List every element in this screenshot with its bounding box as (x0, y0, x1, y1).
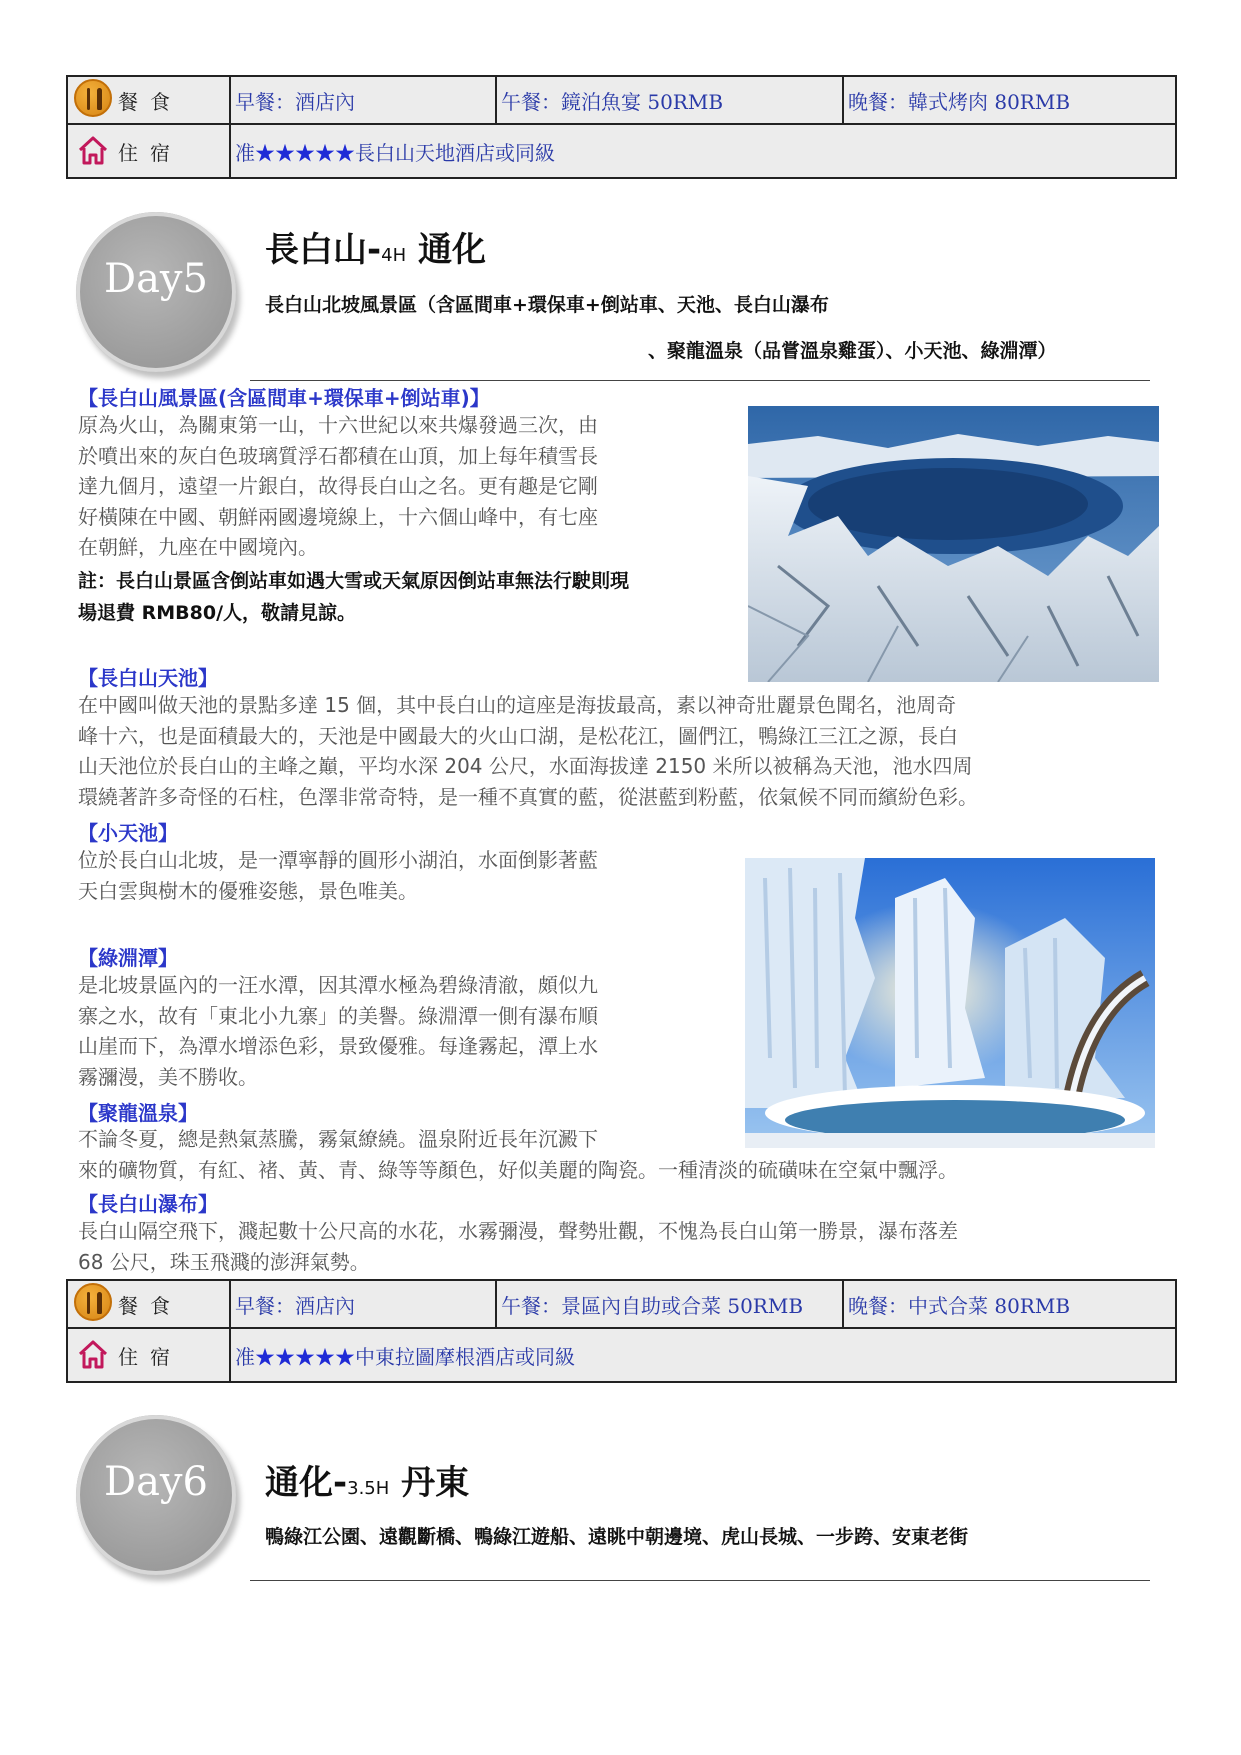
meal-label-cell (67, 76, 230, 124)
text-line: 在中國叫做天池的景點多達 15 個，其中長白山的這座是海拔最高，素以神奇壯麗景色聞名，池周奇 (78, 693, 957, 717)
text-line: 寨之水，故有「東北小九寨」的美譽。綠淵潭一側有瀑布順 (78, 1003, 598, 1028)
hotel-prefix: 准 (235, 1344, 255, 1369)
star-rating: ★★★★★ (255, 1344, 355, 1369)
hotel-cell (230, 124, 1176, 178)
day5-divider (250, 380, 1150, 381)
meal-lodging-table-day5 (66, 1279, 1177, 1383)
tianchi-text (78, 690, 978, 812)
day5-title-time: 4H (381, 245, 407, 266)
hotel-name: 中東拉圖摩根酒店或同級 (355, 1344, 575, 1369)
small-tianchi-text (78, 845, 598, 906)
julong-hot-spring-text (78, 1124, 958, 1185)
note-line: 註：長白山景區含倒站車如遇大雪或天氣原因倒站車無法行駛則現 (78, 570, 630, 592)
breakfast-cell: 早餐：酒店內 (230, 76, 496, 124)
tianchi-lake-image (748, 406, 1159, 682)
dinner-cell: 晚餐：韓式烤肉 80RMB (843, 76, 1176, 124)
meal-label: 餐食 (118, 89, 182, 114)
stay-label-cell (67, 1328, 230, 1382)
text-line: 原為火山，為關東第一山，十六世紀以來共爆發過三次，由 (78, 413, 598, 437)
text-line: 於噴出來的灰白色玻璃質浮石都積在山頂，加上每年積雪長 (78, 443, 598, 468)
house-icon (76, 133, 110, 167)
note-line: 場退費 RMB80/人，敬請見諒。 (78, 602, 357, 624)
day6-badge-label: Day6 (104, 1459, 208, 1505)
meal-lodging-table-day4 (66, 75, 1177, 179)
stay-label: 住宿 (118, 140, 182, 165)
text-line: 達九個月，遠望一片銀白，故得長白山之名。更有趣是它剛 (78, 474, 598, 498)
day6-divider (250, 1580, 1150, 1581)
small-tianchi-heading: 【小天池】 (78, 821, 178, 845)
meal-label-cell (67, 1280, 230, 1328)
house-icon (76, 1337, 110, 1371)
text-line: 來的礦物質，有紅、褚、黃、青、綠等等顏色，好似美麗的陶瓷。一種清淡的硫磺味在空氣中飄浮。 (78, 1157, 958, 1182)
lvyuan-pool-heading: 【綠淵潭】 (78, 946, 178, 970)
frozen-waterfall-image (745, 858, 1155, 1148)
day5-title-from: 長白山- (265, 230, 382, 270)
meal-label: 餐食 (118, 1293, 182, 1318)
stay-label: 住宿 (118, 1344, 182, 1369)
day6-badge (76, 1415, 236, 1575)
waterfall-heading: 【長白山瀑布】 (78, 1192, 218, 1216)
lvyuan-pool-text (78, 970, 598, 1092)
day5-title-to: 通化 (406, 230, 486, 270)
stay-label-cell (67, 124, 230, 178)
text-line: 天白雲與樹木的優雅姿態，景色唯美。 (78, 878, 418, 903)
scenic-area-heading: 【長白山風景區(含區間車+環保車+倒站車)】 (78, 386, 490, 410)
frozen-waterfall-photo (745, 858, 1155, 1148)
lunch-cell: 午餐：鏡泊魚宴 50RMB (496, 76, 843, 124)
day5-badge (76, 212, 236, 372)
star-rating: ★★★★★ (255, 140, 355, 165)
lunch-cell: 午餐：景區內自助或合菜 50RMB (496, 1280, 843, 1328)
day6-title (265, 1455, 469, 1504)
julong-hot-spring-heading: 【聚龍溫泉】 (78, 1101, 198, 1125)
day5-badge-label: Day5 (104, 256, 208, 302)
day5-route-line1: 長白山北坡風景區（含區間車+環保車+倒站車、天池、長白山瀑布 (265, 294, 829, 316)
tianchi-heading: 【長白山天池】 (78, 666, 218, 690)
day5-route-line2: 、聚龍溫泉（品嘗溫泉雞蛋）、小天池、綠淵潭） (648, 340, 1057, 362)
text-line: 好橫陳在中國、朝鮮兩國邊境線上，十六個山峰中，有七座 (78, 504, 598, 529)
text-line: 環繞著許多奇怪的石柱，色澤非常奇特，是一種不真實的藍，從湛藍到粉藍，依氣候不同而繽紛色彩。 (78, 784, 978, 809)
text-line: 在朝鮮，九座在中國境內。 (78, 535, 318, 559)
utensils-icon (74, 79, 112, 117)
text-line: 是北坡景區內的一汪水潭，因其潭水極為碧綠清澈，頗似九 (78, 973, 598, 997)
day6-route-line1: 鴨綠江公園、遠觀斷橋、鴨綠江遊船、遠眺中朝邊境、虎山長城、一步跨、安東老街 (265, 1526, 969, 1548)
text-line: 不論冬夏，總是熱氣蒸騰，霧氣繚繞。溫泉附近長年沉澱下 (78, 1127, 598, 1151)
text-line: 峰十六，也是面積最大的，天池是中國最大的火山口湖，是松花江，圖們江，鴨綠江三江之源，長白 (78, 723, 958, 748)
shuttle-refund-note (78, 565, 629, 629)
text-line: 位於長白山北坡，是一潭寧靜的圓形小湖泊，水面倒影著藍 (78, 848, 598, 872)
day6-title-from: 通化- (265, 1463, 348, 1503)
scenic-area-text (78, 410, 598, 563)
day6-title-to: 丹東 (389, 1463, 470, 1503)
hotel-name: 長白山天地酒店或同級 (355, 140, 555, 165)
text-line: 68 公尺，珠玉飛濺的澎湃氣勢。 (78, 1249, 370, 1274)
text-line: 山崖而下，為潭水增添色彩，景致優雅。每逢霧起，潭上水 (78, 1034, 598, 1058)
text-line: 山天池位於長白山的主峰之巔，平均水深 204 公尺，水面海拔達 2150 米所以被稱為天池，池水四周 (78, 754, 973, 778)
hotel-cell (230, 1328, 1176, 1382)
waterfall-text (78, 1216, 958, 1277)
utensils-icon (74, 1283, 112, 1321)
day5-title (265, 222, 486, 271)
day6-title-time: 3.5H (347, 1478, 390, 1499)
tianchi-lake-photo (748, 406, 1159, 682)
text-line: 霧瀰漫，美不勝收。 (78, 1064, 258, 1089)
dinner-cell: 晚餐：中式合菜 80RMB (843, 1280, 1176, 1328)
breakfast-cell: 早餐：酒店內 (230, 1280, 496, 1328)
hotel-prefix: 准 (235, 140, 255, 165)
text-line: 長白山隔空飛下，濺起數十公尺高的水花，水霧彌漫，聲勢壯觀，不愧為長白山第一勝景，瀑布落差 (78, 1219, 958, 1243)
